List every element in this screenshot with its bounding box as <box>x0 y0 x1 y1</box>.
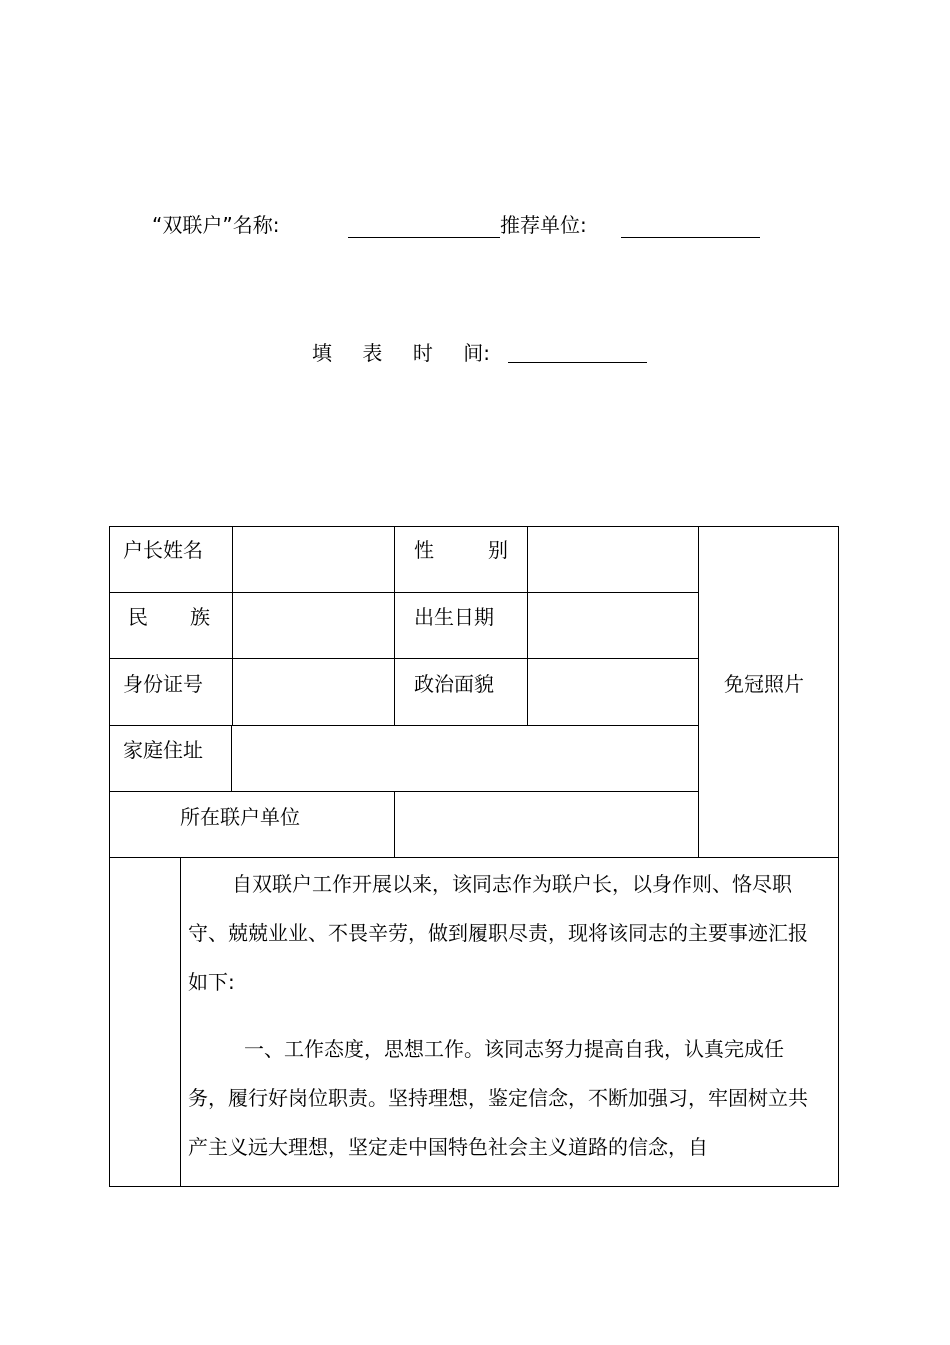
head-name-label: 户长姓名 <box>123 538 203 562</box>
joint-unit-label: 所在联户单位 <box>180 805 300 829</box>
table-col-line <box>394 526 395 725</box>
name-label: “双联户”名称: <box>152 213 280 237</box>
address-field[interactable] <box>232 726 698 791</box>
fill-date-char: 时 <box>412 341 433 365</box>
gender-label <box>414 538 508 562</box>
fill-date-char: 间: <box>463 341 490 365</box>
id-number-label: 身份证号 <box>123 672 203 696</box>
birth-date-field[interactable] <box>528 593 698 658</box>
fill-date-char: 填 <box>312 341 332 365</box>
table-border-left <box>109 526 110 1186</box>
ethnicity-label <box>128 605 210 629</box>
gender-char: 性 <box>414 538 434 562</box>
political-status-label: 政治面貌 <box>414 672 494 696</box>
photo-placeholder[interactable]: 免冠照片 <box>724 672 804 696</box>
ethnicity-field[interactable] <box>233 593 394 658</box>
ethnicity-char: 民 <box>128 605 148 629</box>
table-col-line <box>698 526 699 857</box>
fill-date-underline[interactable] <box>508 362 647 363</box>
name-field-underline[interactable] <box>348 237 500 238</box>
id-number-field[interactable] <box>233 659 394 725</box>
fill-date-char: 表 <box>362 341 383 365</box>
deeds-paragraph-2: 一、工作态度，思想工作。该同志努力提高自我，认真完成任务，履行好岗位职责。坚持理想，鉴定信念，不断加强习，牢固树立共产主义远大理想，坚定走中国特色社会主义道路的信念，自 <box>188 1037 808 1159</box>
gender-field[interactable] <box>528 527 698 592</box>
table-border-bottom <box>109 1186 839 1187</box>
gender-char: 别 <box>488 538 508 562</box>
political-status-field[interactable] <box>528 659 698 725</box>
ethnicity-char: 族 <box>190 605 210 629</box>
table-border-right <box>838 526 839 1186</box>
deeds-paragraph-1: 自双联户工作开展以来，该同志作为联户长，以身作则、恪尽职守、兢兢业业、不畏辛劳，做到履职尽责，现将该同志的主要事迹汇报如下: <box>188 872 808 994</box>
table-row-line <box>109 857 839 858</box>
birth-date-label: 出生日期 <box>414 605 494 629</box>
table-border-top <box>109 526 839 527</box>
joint-unit-field[interactable] <box>395 792 698 857</box>
table-col-line <box>180 857 181 1186</box>
address-label: 家庭住址 <box>123 738 203 762</box>
head-name-field[interactable] <box>233 527 394 592</box>
recommend-unit-label: 推荐单位: <box>500 213 587 237</box>
fill-date-label <box>312 341 490 365</box>
recommend-unit-underline[interactable] <box>621 237 760 238</box>
